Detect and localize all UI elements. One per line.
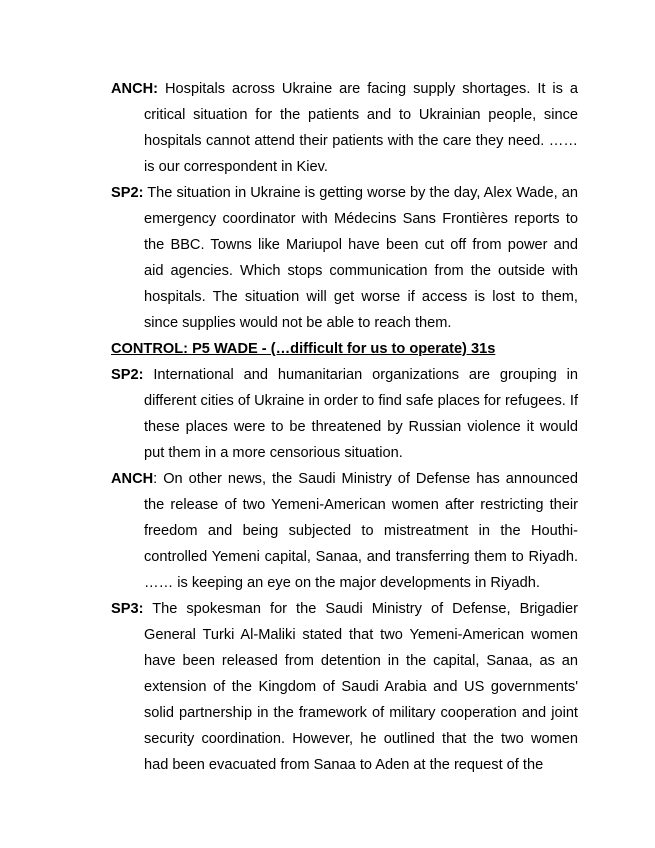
paragraph-text: The spokesman for the Saudi Ministry of Defense, Brigadier General Turki Al-Maliki stated that two Yemeni-American women have been released from detention in the capital, Sanaa, as an extension of the Kingdom of Saudi Arabia and US governments' solid partnership in the framework of military cooperation and joint security coordination. However, he outlined that the two women had been evacuated from Sanaa to Aden at the request of the: [143, 601, 578, 773]
speaker-label: ANCH: [111, 471, 154, 487]
transcript-page: [111, 76, 578, 778]
paragraph-sp2-2: [111, 362, 578, 466]
speaker-label: SP2:: [111, 185, 144, 201]
paragraph-anch-1: [111, 76, 578, 180]
paragraph-sp2-1: [111, 180, 578, 336]
paragraph-text: Hospitals across Ukraine are facing supply shortages. It is a critical situation for the patients and to Ukrainian people, since hospitals cannot attend their patients with the care they need. …… is our correspondent in Kiev.: [144, 81, 578, 175]
paragraph-text: The situation in Ukraine is getting worse by the day, Alex Wade, an emergency coordinator with Médecins Sans Frontières reports to the BBC. Towns like Mariupol have been cut off from power and aid agencies. Which stops communication from the outside with hospitals. The situation will get worse if access is lost to them, since supplies would not be able to reach them.: [143, 185, 578, 331]
paragraph-sp3-1: [111, 596, 578, 778]
paragraph-anch-2: [111, 466, 578, 596]
paragraph-text: International and humanitarian organizations are grouping in different cities of Ukraine in order to find safe places for refugees. If these places were to be threatened by Russian violence it would put them in a more censorious situation.: [143, 367, 578, 461]
control-cue: CONTROL: P5 WADE - (…difficult for us to operate) 31s: [111, 341, 496, 357]
paragraph-text: : On other news, the Saudi Ministry of Defense has announced the release of two Yemeni-American women after restricting their freedom and being subjected to mistreatment in the Houthi-controlled Yemeni capital, Sanaa, and transferring them to Riyadh. …… is keeping an eye on the major developments in Riyadh.: [144, 471, 578, 591]
speaker-label: SP2:: [111, 367, 144, 383]
speaker-label: ANCH:: [111, 81, 159, 97]
speaker-label: SP3:: [111, 601, 144, 617]
